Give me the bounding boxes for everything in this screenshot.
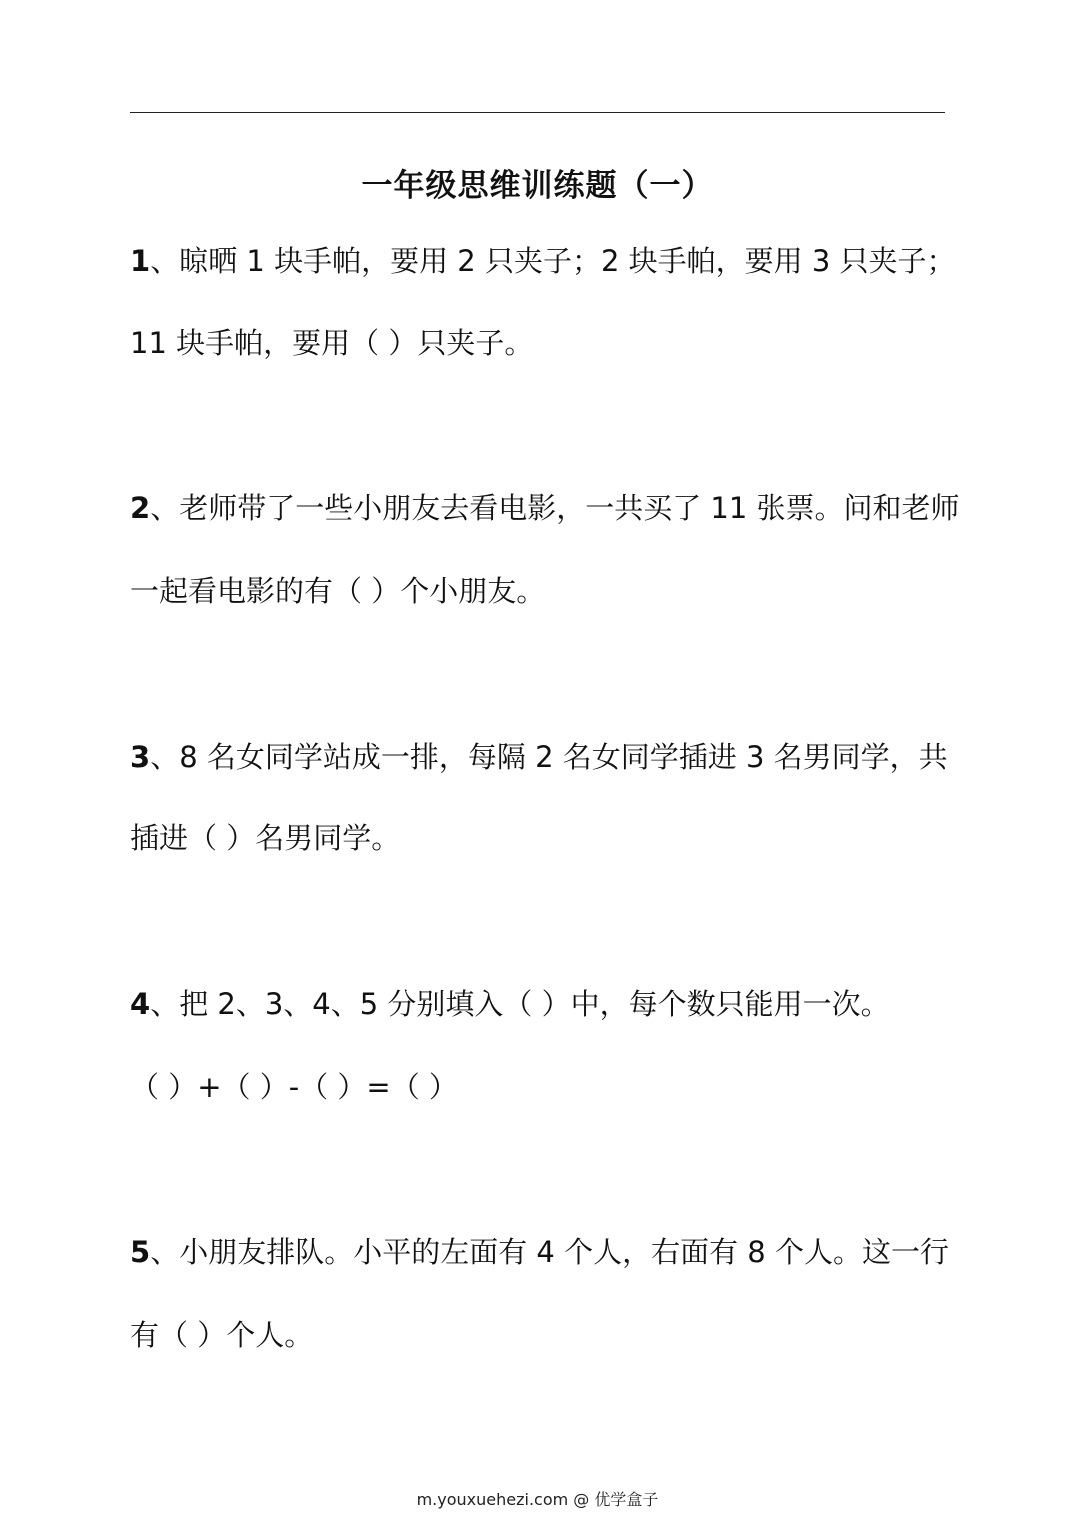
- question-1-line-1: [130, 237, 960, 285]
- question-4-text: 、把 2、3、4、5 分别填入（ ）中，每个数只能用一次。: [150, 987, 890, 1021]
- question-3-number: 3: [130, 740, 151, 774]
- question-1-text: 、晾晒 1 块手帕，要用 2 只夹子；2 块手帕，要用 3 只夹子；: [150, 244, 956, 278]
- question-2-line-2: 一起看电影的有（ ）个小朋友。: [130, 574, 546, 608]
- question-4-equation: （ ）+（ ）-（ ）=（ ）: [130, 1070, 458, 1104]
- question-4-number: 4: [130, 987, 151, 1021]
- question-1-number: 1: [130, 244, 151, 278]
- question-5-line-2: 有（ ）个人。: [130, 1318, 314, 1352]
- question-3-line-2: 插进（ ）名男同学。: [130, 821, 401, 855]
- question-1-line-2: 11 块手帕，要用（ ）只夹子。: [130, 326, 534, 360]
- page-title: 一年级思维训练题（一）: [361, 168, 714, 204]
- footer-watermark: m.youxuehezi.com @ 优学盒子: [416, 1490, 659, 1509]
- top-rule: [130, 112, 945, 113]
- question-5-number: 5: [130, 1235, 151, 1269]
- question-5-line-1: [130, 1228, 960, 1276]
- question-3-line-1: [130, 733, 960, 781]
- question-3-text: 、8 名女同学站成一排，每隔 2 名女同学插进 3 名男同学，共: [150, 740, 948, 774]
- question-4-line-1: [130, 980, 960, 1028]
- question-2-line-1: [130, 484, 960, 532]
- question-2-number: 2: [130, 491, 151, 525]
- question-2-text: 、老师带了一些小朋友去看电影，一共买了 11 张票。问和老师: [150, 491, 960, 525]
- question-5-text: 、小朋友排队。小平的左面有 4 个人，右面有 8 个人。这一行: [150, 1235, 949, 1269]
